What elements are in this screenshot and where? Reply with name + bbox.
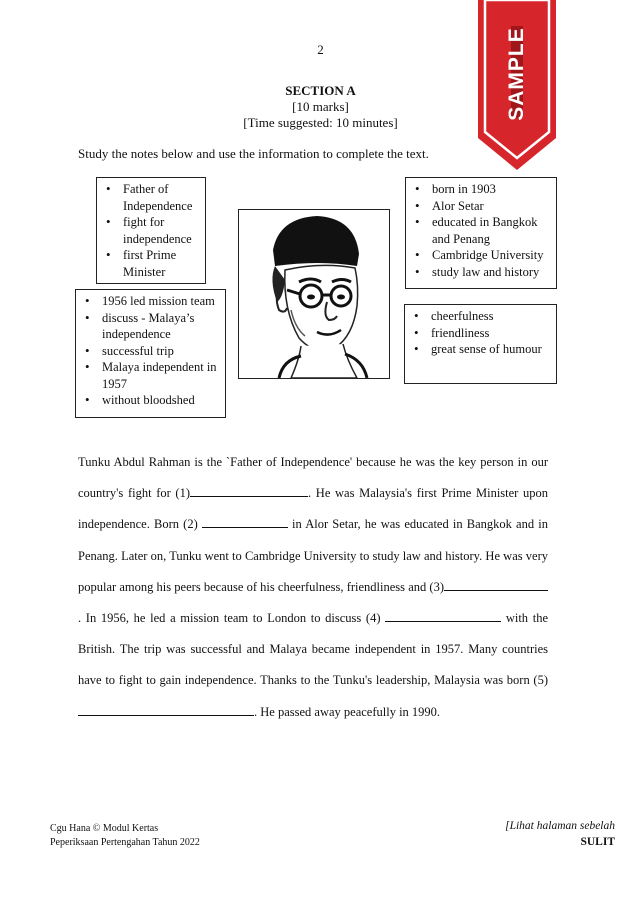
page-number: 2 (317, 42, 324, 57)
notes-list-top-right (406, 178, 556, 283)
notes-box-bottom-left (75, 289, 226, 418)
note-item: • successful trip (102, 343, 221, 360)
note-item: • friendliness (431, 325, 552, 342)
note-item: • born in 1903 (432, 181, 552, 198)
footer-author: Cgu Hana © Modul Kertas (50, 823, 159, 834)
note-item: • first Prime Minister (123, 247, 201, 280)
passage-segment: in Alor Setar, he was educated in Bangkok and in Penang. Later on, Tunku went to Cambridge University to study law and history. He was very popular among his peers because of his cheerfulness, friendliness and (3) (78, 517, 548, 594)
section-title: SECTION A (285, 83, 356, 98)
answer-blank-1[interactable] (190, 484, 308, 497)
portrait-illustration (239, 210, 389, 378)
passage-segment: . In 1956, he led a mission team to London to discuss (4) (78, 611, 386, 626)
notes-list-bottom-right (405, 305, 556, 361)
passage-segment: with the British. The trip was successful and Malaya became independent in 1957. Many countries have to fight to gain independence. Thanks to the Tunku's leadership, Malaysia was born (5) (78, 611, 548, 688)
notes-list-bottom-left (76, 290, 225, 412)
notes-box-bottom-right (404, 304, 557, 384)
footer-next-page: [Lihat halaman sebelah (505, 820, 615, 832)
passage-segment: . He was Malaysia's first Prime Minister upon independence. Born (2) (78, 486, 548, 532)
note-item: • discuss - Malaya’s independence (102, 310, 221, 343)
section-time: [Time suggested: 10 minutes] (243, 115, 398, 130)
answer-blank-4[interactable] (385, 609, 501, 622)
answer-blank-2[interactable] (202, 515, 288, 528)
note-item: • fight for independence (123, 214, 201, 247)
notes-box-top-right (405, 177, 557, 289)
note-item: • Alor Setar (432, 198, 552, 215)
instruction-text: Study the notes below and use the information to complete the text. (78, 146, 429, 161)
section-marks: [10 marks] (292, 99, 349, 114)
footer-right (505, 818, 615, 850)
passage-text (78, 447, 548, 728)
sample-watermark-text: SAMPLE (505, 27, 528, 121)
portrait-image (238, 209, 390, 379)
passage-segment: . He passed away peacefully in 1990. (254, 704, 441, 719)
footer-classification: SULIT (580, 836, 615, 848)
notes-box-top-left (96, 177, 206, 284)
note-item: • Malaya independent in 1957 (102, 359, 221, 392)
footer-exam: Peperiksaan Pertengahan Tahun 2022 (50, 837, 200, 848)
note-item: • cheerfulness (431, 308, 552, 325)
note-item: • without bloodshed (102, 392, 221, 409)
note-item: • Father of Independence (123, 181, 201, 214)
note-item: • 1956 led mission team (102, 293, 221, 310)
note-item: • educated in Bangkok and Penang (432, 214, 552, 247)
sample-ribbon-watermark (478, 0, 556, 172)
answer-blank-5[interactable] (78, 703, 254, 716)
passage-segment: Tunku Abdul Rahman is the `Father of Independence' because he was the key person in our country's fight for (1) (78, 455, 548, 501)
note-item: • study law and history (432, 264, 552, 281)
notes-list-top-left (97, 178, 205, 283)
note-item: • great sense of humour (431, 341, 552, 358)
note-item: • Cambridge University (432, 247, 552, 264)
footer-left (50, 822, 200, 850)
answer-blank-3[interactable] (444, 578, 548, 591)
